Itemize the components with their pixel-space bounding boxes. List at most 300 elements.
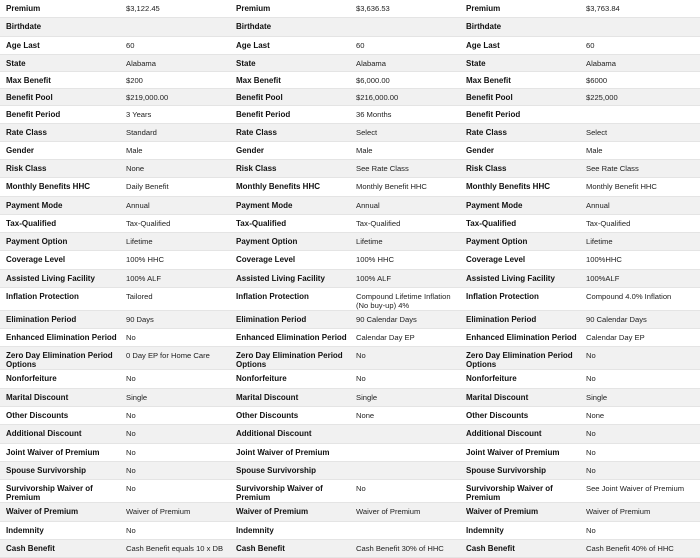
- row-value: [580, 479, 700, 502]
- row-label-text: Gender: [236, 145, 265, 155]
- row-label-text: Nonforfeiture: [6, 373, 57, 383]
- table-row: [0, 287, 700, 310]
- row-value-text: Cash Benefit equals 10 x DB: [126, 543, 224, 553]
- row-label: [460, 105, 580, 123]
- row-value-text: See Rate Class: [356, 163, 409, 173]
- row-label-text: Benefit Period: [6, 109, 61, 119]
- row-label-text: Benefit Pool: [466, 92, 513, 102]
- row-value: [580, 443, 700, 461]
- row-label: [230, 141, 350, 159]
- row-value-text: $3,122.45: [126, 4, 160, 13]
- row-label: [230, 214, 350, 232]
- row-label-text: Nonforfeiture: [466, 373, 517, 383]
- table-row: [0, 105, 700, 123]
- row-value-text: 100% HHC: [126, 254, 164, 264]
- row-value: [120, 424, 230, 443]
- row-value: [120, 105, 230, 123]
- row-value: [120, 461, 230, 479]
- row-label-text: Age Last: [6, 40, 40, 50]
- row-label-text: Risk Class: [236, 163, 277, 173]
- row-label-text: Premium: [6, 4, 41, 13]
- row-label-text: Payment Option: [236, 236, 298, 246]
- row-value-text: Alabama: [586, 58, 616, 68]
- row-label-text: Premium: [466, 4, 501, 13]
- row-value-text: 0 Day EP for Home Care: [126, 350, 210, 360]
- row-label: [230, 196, 350, 214]
- row-label: [460, 196, 580, 214]
- row-label: [0, 250, 120, 269]
- row-value: [350, 346, 460, 369]
- row-label-text: Additional Discount: [6, 428, 82, 438]
- row-value-text: No: [586, 447, 596, 457]
- row-value-text: [356, 18, 460, 22]
- row-value: [580, 71, 700, 88]
- row-label: [230, 123, 350, 141]
- row-label-text: Gender: [6, 145, 35, 155]
- row-label-text: Enhanced Elimination Period: [466, 332, 577, 342]
- row-label: [230, 105, 350, 123]
- row-label-text: Gender: [466, 145, 495, 155]
- row-value-text: 3 Years: [126, 109, 152, 119]
- row-label-text: Max Benefit: [6, 75, 51, 85]
- row-value: [120, 159, 230, 177]
- row-value: [120, 328, 230, 346]
- row-label-text: Enhanced Elimination Period: [6, 332, 117, 342]
- row-value: [120, 346, 230, 369]
- row-value-text: [356, 462, 460, 466]
- row-label: [460, 214, 580, 232]
- row-label-text: Cash Benefit: [466, 543, 515, 553]
- row-label-text: Monthly Benefits HHC: [236, 181, 320, 191]
- row-label-text: Coverage Level: [236, 254, 296, 264]
- row-value: [120, 177, 230, 196]
- row-label-text: Joint Waiver of Premium: [6, 447, 100, 457]
- row-label: [460, 141, 580, 159]
- row-value: [350, 521, 460, 539]
- row-value: [350, 406, 460, 424]
- row-label-text: Benefit Pool: [6, 92, 53, 102]
- table-row: [0, 177, 700, 196]
- row-label: [460, 0, 580, 17]
- row-value-text: Alabama: [356, 58, 386, 68]
- row-label: [0, 369, 120, 388]
- row-label: [460, 461, 580, 479]
- row-label-text: Waiver of Premium: [6, 506, 79, 516]
- row-value: [350, 443, 460, 461]
- row-label: [460, 328, 580, 346]
- row-value: [580, 269, 700, 287]
- row-label-text: Marital Discount: [466, 392, 529, 402]
- row-value-text: See Joint Waiver of Premium: [586, 483, 685, 493]
- row-value-text: $225,000: [586, 92, 618, 102]
- row-label: [0, 479, 120, 502]
- row-value-text: 60: [586, 40, 595, 50]
- row-value-text: Male: [126, 145, 143, 155]
- row-value-text: None: [586, 410, 605, 420]
- row-label-text: Payment Mode: [6, 200, 63, 210]
- row-label: [230, 0, 350, 17]
- row-value-text: Calendar Day EP: [356, 332, 415, 342]
- row-label-text: Monthly Benefits HHC: [6, 181, 90, 191]
- row-value: [580, 17, 700, 36]
- row-label: [460, 36, 580, 54]
- row-label: [230, 539, 350, 557]
- row-label-text: Max Benefit: [466, 75, 511, 85]
- row-value-text: [356, 522, 460, 526]
- table-row: [0, 424, 700, 443]
- row-value-text: Waiver of Premium: [586, 506, 651, 516]
- table-row: [0, 159, 700, 177]
- row-value-text: Compound Lifetime Inflation (No buy-up) 4%: [356, 291, 451, 310]
- row-label-text: Rate Class: [236, 127, 277, 137]
- row-label: [230, 521, 350, 539]
- row-value-text: [126, 18, 230, 22]
- row-label: [0, 159, 120, 177]
- row-label: [230, 250, 350, 269]
- table-row: [0, 521, 700, 539]
- row-value-text: $3,636.53: [356, 4, 390, 13]
- row-value: [120, 0, 230, 17]
- row-value: [580, 310, 700, 328]
- row-value-text: Lifetime: [126, 236, 153, 246]
- table-row: [0, 54, 700, 71]
- row-label-text: Risk Class: [466, 163, 507, 173]
- row-label: [0, 232, 120, 250]
- row-value: [580, 232, 700, 250]
- table-row: [0, 443, 700, 461]
- row-value-text: No: [356, 483, 366, 493]
- row-label-text: Max Benefit: [236, 75, 281, 85]
- row-value: [580, 177, 700, 196]
- row-value-text: None: [126, 163, 145, 173]
- row-label: [0, 328, 120, 346]
- row-value: [120, 141, 230, 159]
- row-value-text: $3,763.84: [586, 4, 620, 13]
- row-label-text: Payment Option: [466, 236, 528, 246]
- row-label-text: Joint Waiver of Premium: [236, 447, 330, 457]
- row-label-text: Indemnity: [6, 525, 44, 535]
- row-label: [0, 71, 120, 88]
- row-value: [350, 539, 460, 557]
- row-value-text: No: [126, 410, 136, 420]
- row-label: [460, 269, 580, 287]
- row-value-text: Annual: [586, 200, 610, 210]
- row-value: [350, 269, 460, 287]
- row-label-text: Indemnity: [236, 525, 274, 535]
- row-label-text: Marital Discount: [6, 392, 69, 402]
- row-value: [580, 250, 700, 269]
- row-label: [0, 196, 120, 214]
- row-value: [120, 369, 230, 388]
- row-value: [350, 424, 460, 443]
- row-value: [120, 36, 230, 54]
- row-value-text: Male: [586, 145, 603, 155]
- row-label-text: Benefit Pool: [236, 92, 283, 102]
- row-value-text: [586, 106, 700, 110]
- row-value: [350, 17, 460, 36]
- row-value-text: $200: [126, 75, 143, 85]
- row-value: [350, 36, 460, 54]
- row-value-text: [356, 444, 460, 448]
- row-label-text: State: [6, 58, 26, 68]
- row-value: [120, 196, 230, 214]
- row-value: [350, 196, 460, 214]
- row-value-text: Tax-Qualified: [126, 218, 171, 228]
- table-row: [0, 71, 700, 88]
- row-label: [460, 310, 580, 328]
- row-label: [460, 54, 580, 71]
- row-label: [460, 443, 580, 461]
- row-value-text: Alabama: [126, 58, 156, 68]
- row-value-text: Cash Benefit 30% of HHC: [356, 543, 444, 553]
- row-label-text: Assisted Living Facility: [6, 273, 95, 283]
- row-value: [120, 269, 230, 287]
- row-value: [350, 388, 460, 406]
- row-value-text: No: [126, 373, 136, 383]
- row-label: [230, 287, 350, 310]
- row-value: [350, 177, 460, 196]
- row-value-text: 100% ALF: [126, 273, 162, 283]
- row-label-text: Assisted Living Facility: [466, 273, 555, 283]
- table-row: [0, 36, 700, 54]
- row-label: [460, 388, 580, 406]
- row-label: [460, 369, 580, 388]
- row-label-text: Birthdate: [236, 21, 272, 31]
- row-label: [460, 232, 580, 250]
- row-value: [580, 105, 700, 123]
- row-value: [350, 479, 460, 502]
- row-label: [230, 159, 350, 177]
- row-label-text: Coverage Level: [6, 254, 66, 264]
- row-label: [460, 539, 580, 557]
- row-label-text: Waiver of Premium: [236, 506, 309, 516]
- row-value: [120, 479, 230, 502]
- row-label: [0, 502, 120, 521]
- row-value: [120, 521, 230, 539]
- row-label-text: Inflation Protection: [6, 291, 79, 301]
- row-label-text: Spouse Survivorship: [6, 465, 87, 475]
- row-value-text: 100%ALF: [586, 273, 620, 283]
- row-label: [460, 346, 580, 369]
- row-value: [580, 539, 700, 557]
- row-value: [580, 123, 700, 141]
- row-value-text: No: [126, 447, 136, 457]
- row-value: [120, 71, 230, 88]
- row-label: [0, 141, 120, 159]
- row-value-text: Standard: [126, 127, 157, 137]
- row-value: [350, 71, 460, 88]
- row-label: [0, 269, 120, 287]
- row-value-text: 90 Calendar Days: [586, 314, 647, 324]
- row-value: [580, 388, 700, 406]
- row-value: [580, 502, 700, 521]
- row-value-text: No: [126, 525, 136, 535]
- table-row: [0, 479, 700, 502]
- row-value: [120, 406, 230, 424]
- row-label: [0, 539, 120, 557]
- row-value-text: Compound 4.0% Inflation: [586, 291, 672, 301]
- row-value-text: $219,000.00: [126, 92, 169, 102]
- row-value-text: $216,000.00: [356, 92, 399, 102]
- row-value-text: Cash Benefit 40% of HHC: [586, 543, 674, 553]
- row-value: [120, 388, 230, 406]
- row-value-text: Tailored: [126, 291, 153, 301]
- row-value: [580, 141, 700, 159]
- row-value-text: Waiver of Premium: [126, 506, 191, 516]
- row-value-text: $6000: [586, 75, 608, 85]
- row-label: [0, 287, 120, 310]
- row-label: [460, 177, 580, 196]
- row-label-text: Joint Waiver of Premium: [466, 447, 560, 457]
- row-value-text: Calendar Day EP: [586, 332, 645, 342]
- row-value-text: Annual: [356, 200, 380, 210]
- row-label-text: Assisted Living Facility: [236, 273, 325, 283]
- row-value: [350, 123, 460, 141]
- row-label: [230, 88, 350, 105]
- row-label-text: Survivorship Waiver of Premium: [6, 483, 93, 502]
- row-label: [230, 310, 350, 328]
- table-row: [0, 406, 700, 424]
- row-label: [230, 369, 350, 388]
- row-value-text: No: [126, 332, 136, 342]
- row-label: [0, 17, 120, 36]
- row-label-text: Premium: [236, 4, 271, 13]
- row-value-text: No: [126, 428, 136, 438]
- row-value: [580, 54, 700, 71]
- row-value: [350, 105, 460, 123]
- row-label-text: Elimination Period: [236, 314, 307, 324]
- row-value-text: No: [586, 350, 596, 360]
- row-label-text: Benefit Period: [236, 109, 291, 119]
- row-value-text: Single: [586, 392, 608, 402]
- row-label-text: State: [466, 58, 486, 68]
- row-label: [0, 0, 120, 17]
- row-label-text: Monthly Benefits HHC: [466, 181, 550, 191]
- row-label-text: Waiver of Premium: [466, 506, 539, 516]
- row-value: [120, 17, 230, 36]
- row-label-text: Elimination Period: [466, 314, 537, 324]
- row-label-text: Payment Option: [6, 236, 68, 246]
- table-row: [0, 141, 700, 159]
- row-label-text: Birthdate: [466, 21, 502, 31]
- row-value: [580, 287, 700, 310]
- row-label: [0, 123, 120, 141]
- row-value-text: None: [356, 410, 375, 420]
- row-value-text: No: [126, 465, 136, 475]
- table-row: [0, 123, 700, 141]
- row-label: [0, 346, 120, 369]
- row-value: [120, 502, 230, 521]
- row-label-text: Elimination Period: [6, 314, 77, 324]
- row-label: [230, 388, 350, 406]
- row-value-text: No: [356, 350, 366, 360]
- row-value-text: Select: [356, 127, 378, 137]
- row-value-text: Tax-Qualified: [586, 218, 631, 228]
- row-label: [0, 88, 120, 105]
- row-label: [460, 287, 580, 310]
- row-label-text: Coverage Level: [466, 254, 526, 264]
- row-label-text: Payment Mode: [466, 200, 523, 210]
- row-value: [580, 424, 700, 443]
- row-value: [350, 214, 460, 232]
- row-value-text: No: [586, 525, 596, 535]
- row-label: [0, 461, 120, 479]
- row-value: [350, 159, 460, 177]
- row-label: [460, 479, 580, 502]
- row-label-text: Inflation Protection: [236, 291, 309, 301]
- row-value: [580, 0, 700, 17]
- row-value: [580, 369, 700, 388]
- row-label: [0, 105, 120, 123]
- row-label: [230, 17, 350, 36]
- row-value-text: No: [586, 465, 596, 475]
- row-label: [230, 328, 350, 346]
- row-value: [120, 54, 230, 71]
- row-label-text: Nonforfeiture: [236, 373, 287, 383]
- row-label: [230, 36, 350, 54]
- row-value-text: 90 Days: [126, 314, 154, 324]
- row-value-text: No: [356, 373, 366, 383]
- row-label: [230, 443, 350, 461]
- row-label: [230, 502, 350, 521]
- row-value: [350, 287, 460, 310]
- row-label: [0, 54, 120, 71]
- table-row: [0, 232, 700, 250]
- row-label-text: Enhanced Elimination Period: [236, 332, 347, 342]
- row-value: [350, 88, 460, 105]
- row-label: [460, 424, 580, 443]
- table-row: [0, 502, 700, 521]
- table-row: [0, 250, 700, 269]
- row-value-text: No: [586, 373, 596, 383]
- row-value-text: Monthly Benefit HHC: [586, 181, 657, 191]
- table-row: [0, 269, 700, 287]
- row-value-text: [356, 425, 460, 429]
- row-value-text: Annual: [126, 200, 150, 210]
- row-value-text: Single: [126, 392, 148, 402]
- row-label-text: Rate Class: [466, 127, 507, 137]
- table-row: [0, 0, 700, 17]
- table-row: [0, 88, 700, 105]
- row-label-text: Zero Day Elimination Period Options: [466, 350, 573, 369]
- row-value: [120, 539, 230, 557]
- row-value: [580, 406, 700, 424]
- row-label-text: Risk Class: [6, 163, 47, 173]
- row-value-text: No: [586, 428, 596, 438]
- row-value: [120, 250, 230, 269]
- row-value: [580, 346, 700, 369]
- table-row: [0, 369, 700, 388]
- row-value: [350, 502, 460, 521]
- row-label-text: Rate Class: [6, 127, 47, 137]
- row-label: [460, 521, 580, 539]
- row-label: [230, 269, 350, 287]
- row-value-text: Single: [356, 392, 378, 402]
- row-value-text: 36 Months: [356, 109, 392, 119]
- row-label-text: Inflation Protection: [466, 291, 539, 301]
- row-label: [460, 123, 580, 141]
- row-label: [230, 424, 350, 443]
- row-value: [580, 214, 700, 232]
- table-row: [0, 17, 700, 36]
- row-label-text: Marital Discount: [236, 392, 299, 402]
- row-label: [230, 406, 350, 424]
- row-label: [230, 232, 350, 250]
- row-value-text: Monthly Benefit HHC: [356, 181, 427, 191]
- row-label: [230, 346, 350, 369]
- row-value: [350, 369, 460, 388]
- row-label-text: Payment Mode: [236, 200, 293, 210]
